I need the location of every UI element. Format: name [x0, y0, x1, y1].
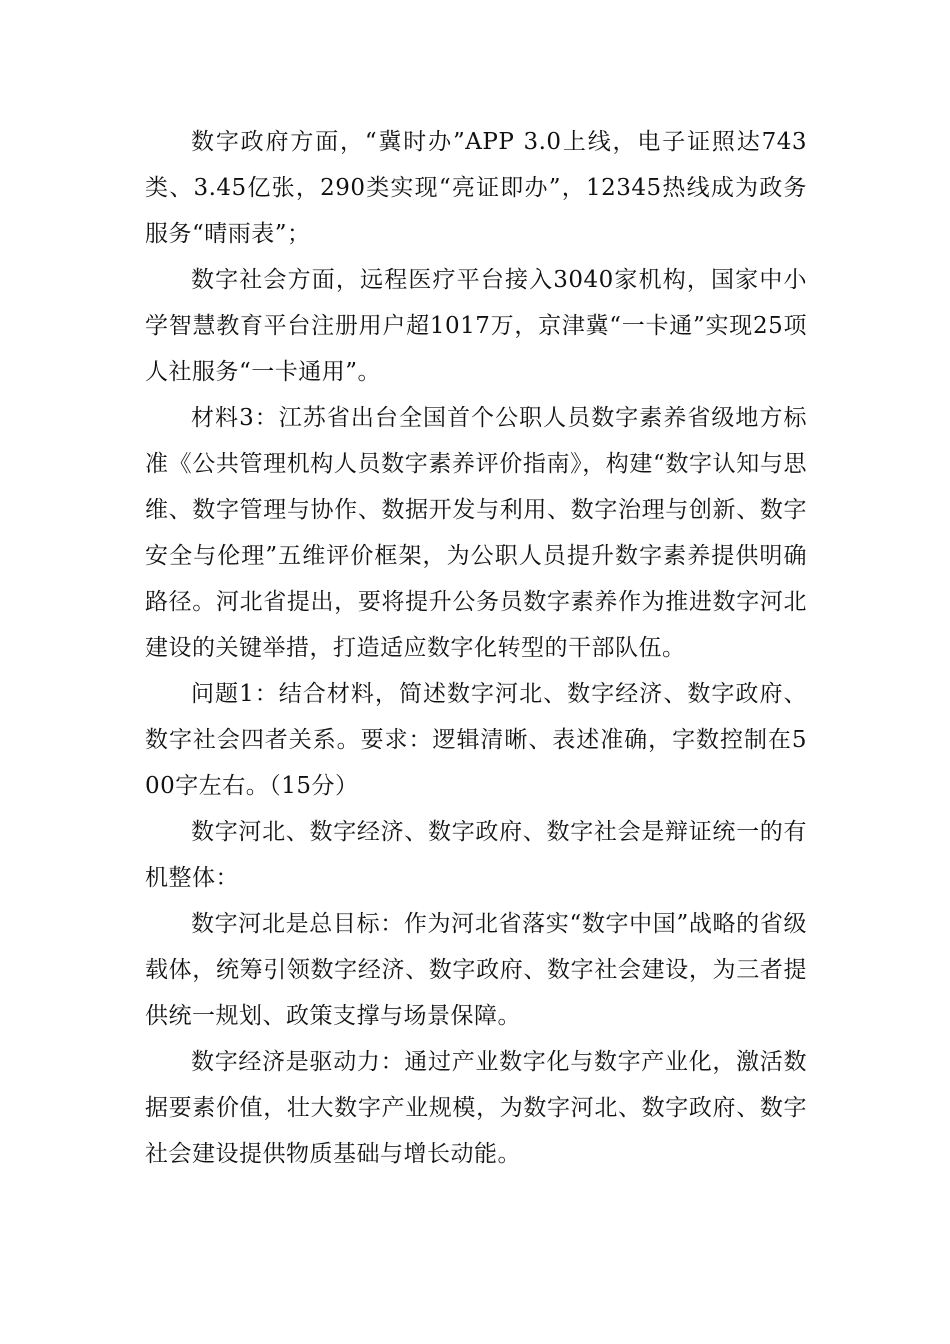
- paragraph-digital-society: 数字社会方面，远程医疗平台接入3040家机构，国家中小学智慧教育平台注册用户超1017万，京津冀“一卡通”实现25项人社服务“一卡通用”。: [145, 267, 807, 385]
- paragraph-answer-intro: 数字河北、数字经济、数字政府、数字社会是辩证统一的有机整体：: [145, 819, 807, 891]
- paragraph-digital-economy: 数字经济是驱动力：通过产业数字化与数字产业化，激活数据要素价值，壮大数字产业规模，为数字河北、数字政府、数字社会建设提供物质基础与增长动能。: [145, 1049, 807, 1167]
- paragraph-digital-government: 数字政府方面，“冀时办”APP 3.0上线，电子证照达743类、3.45亿张，290类实现“亮证即办”，12345热线成为政务服务“晴雨表”；: [145, 129, 807, 247]
- document-body: [145, 119, 807, 1177]
- paragraph-question-1: 问题1：结合材料，简述数字河北、数字经济、数字政府、数字社会四者关系。要求：逻辑清晰、表述准确，字数控制在500字左右。（15分）: [145, 681, 807, 799]
- paragraph-digital-hebei: 数字河北是总目标：作为河北省落实“数字中国”战略的省级载体，统筹引领数字经济、数字政府、数字社会建设，为三者提供统一规划、政策支撑与场景保障。: [145, 911, 807, 1029]
- paragraph-material-3: 材料3：江苏省出台全国首个公职人员数字素养省级地方标准《公共管理机构人员数字素养评价指南》，构建“数字认知与思维、数字管理与协作、数据开发与利用、数字治理与创新、数字安全与伦理”五维评价框架，为公职人员提升数字素养提供明确路径。河北省提出，要将提升公务员数字素养作为推进数字河北建设的关键举措，打造适应数字化转型的干部队伍。: [145, 405, 807, 661]
